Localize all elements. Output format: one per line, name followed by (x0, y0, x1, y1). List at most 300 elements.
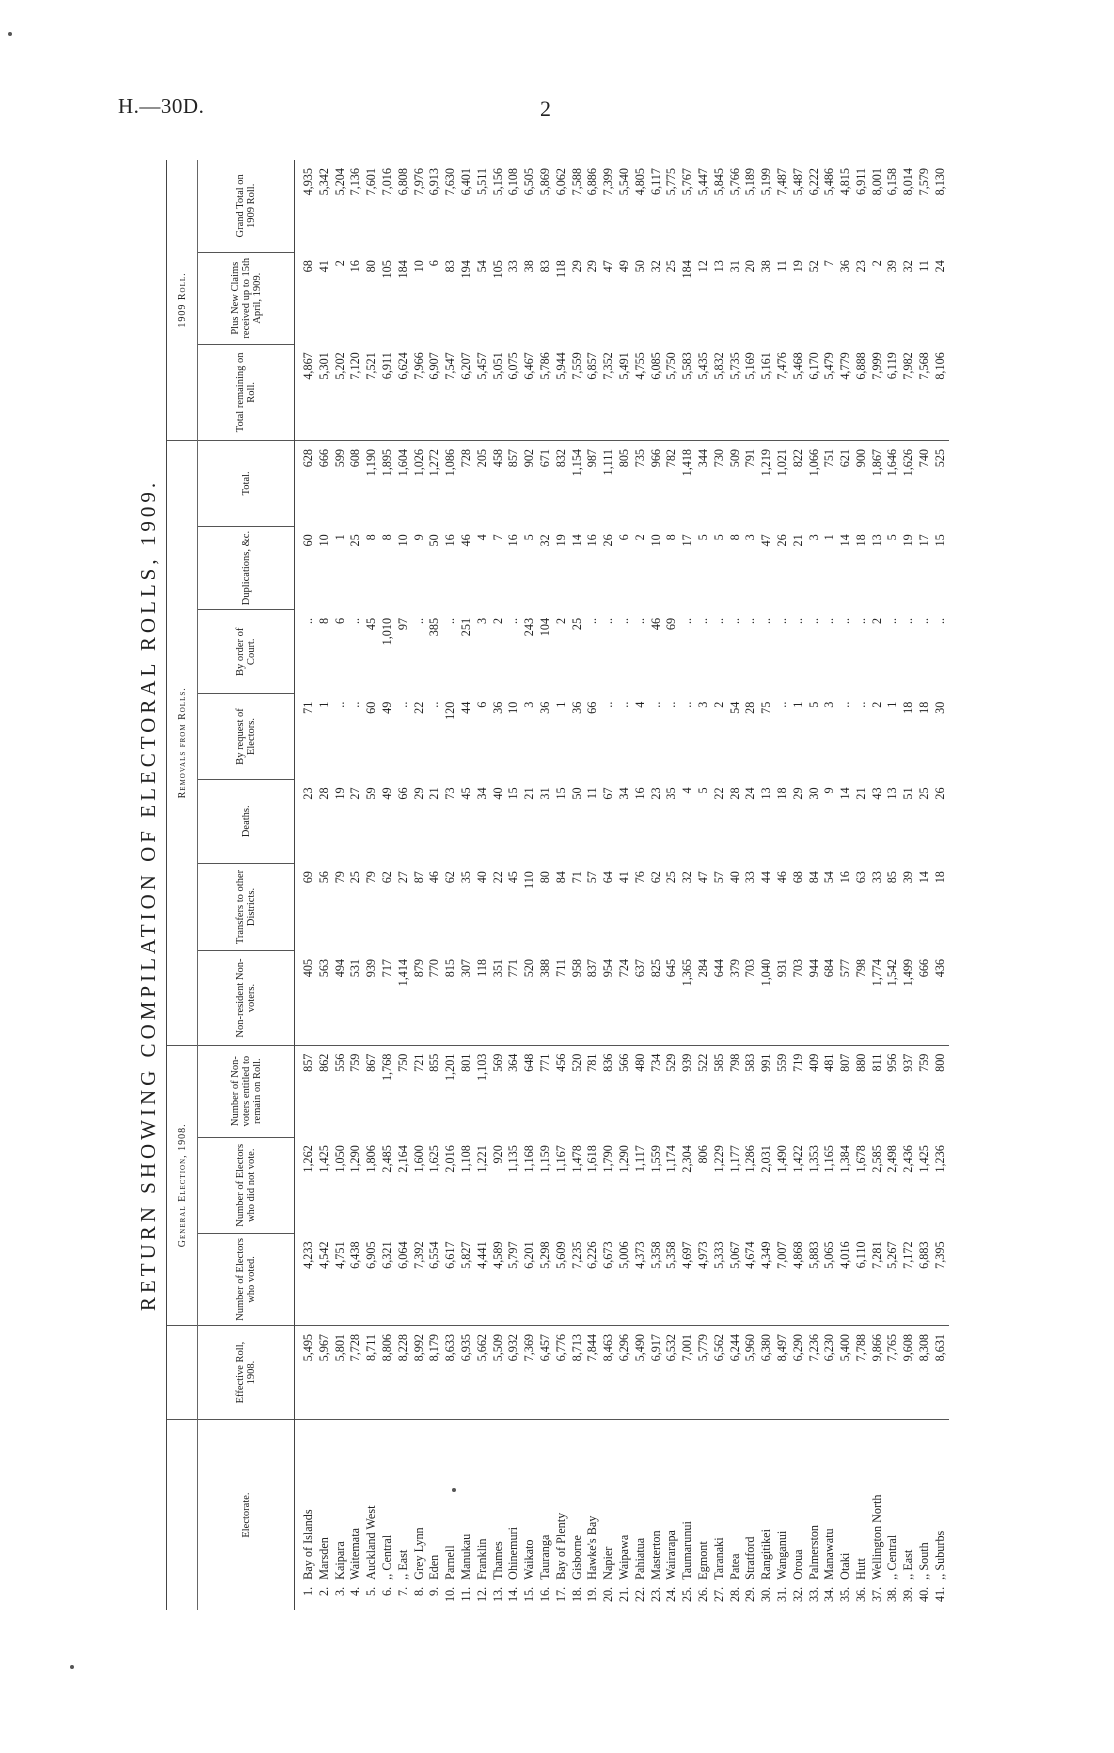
electorate-name: Wellington North (869, 1494, 884, 1580)
cell-effective: 6,562 (712, 1325, 728, 1419)
cell-did-not-vote: 2,031 (759, 1145, 774, 1173)
cell-duplications: 9 (411, 534, 426, 541)
cell-effective: 7,236 (807, 1325, 823, 1419)
table-row (522, 160, 538, 1610)
electorate-name: Palmerston (806, 1524, 821, 1580)
col-electorate: Electorate. (198, 1420, 295, 1610)
cell-new-claims: 20 (743, 260, 758, 273)
cell-request: .. (601, 701, 616, 708)
table-row (885, 160, 901, 1610)
cell-total: 1,190 (364, 448, 379, 477)
cell-new-claims: 83 (443, 260, 458, 273)
cell-grand-total: 5,775 (664, 168, 679, 196)
cell-total: 608 (348, 448, 363, 468)
cell-non-resident: 118 (475, 951, 491, 1045)
cell-voted: 7,235 (570, 1233, 586, 1325)
col-request: By request of Electors. (198, 694, 295, 780)
table-row (295, 160, 317, 1610)
cell-grand-total: 6,913 (427, 168, 442, 196)
cell-did-not-vote: 1,625 (427, 1145, 442, 1173)
cell-total: 751 (822, 448, 837, 468)
cell-new-claims: 11 (774, 260, 789, 272)
cell-duplications: 17 (680, 534, 695, 547)
cell-request: .. (838, 701, 853, 708)
cell-did-not-vote: 1,262 (301, 1145, 315, 1173)
cell-non-resident: 703 (791, 951, 807, 1045)
cell-duplications: 16 (443, 534, 458, 547)
cell-entitled: 862 (316, 1053, 331, 1072)
cell-deaths: 28 (316, 787, 331, 800)
table-row (333, 160, 349, 1610)
cell-effective: 8,633 (443, 1325, 459, 1419)
electorate-name: Pahiatua (632, 1537, 647, 1580)
cell-entitled: 583 (743, 1053, 758, 1072)
cell-grand-total: 5,156 (490, 168, 505, 196)
page-number: 2 (540, 96, 551, 121)
cell-did-not-vote: 2,436 (901, 1145, 916, 1173)
cell-new-claims: 80 (364, 260, 379, 273)
cell-grand-total: 5,767 (680, 168, 695, 196)
cell-did-not-vote: 1,135 (506, 1145, 521, 1173)
cell-effective: 6,932 (506, 1325, 522, 1419)
cell-duplications: 10 (648, 534, 663, 547)
cell-remaining: 5,479 (822, 344, 838, 440)
row-number: 15. (522, 1586, 537, 1603)
cell-entitled: 456 (553, 1053, 568, 1072)
cell-duplications: 50 (427, 534, 442, 547)
cell-remaining: 6,085 (649, 344, 665, 440)
cell-entitled: 734 (648, 1053, 663, 1072)
cell-new-claims: 83 (537, 260, 552, 273)
cell-transfers: 62 (648, 871, 663, 884)
cell-non-resident: 388 (538, 951, 554, 1045)
cell-request: .. (853, 701, 868, 708)
cell-deaths: 15 (553, 787, 568, 800)
cell-court: .. (885, 617, 900, 625)
cell-did-not-vote: 1,174 (664, 1145, 679, 1173)
cell-court: .. (932, 617, 947, 625)
cell-deaths: 15 (506, 787, 521, 800)
cell-grand-total: 7,588 (569, 168, 584, 196)
cell-court: 2 (490, 617, 505, 625)
cell-transfers: 71 (569, 871, 584, 884)
electorate-name: ,, South (917, 1542, 932, 1580)
cell-effective: 6,935 (459, 1325, 475, 1419)
cell-new-claims: 54 (474, 260, 489, 273)
cell-non-resident: 645 (664, 951, 680, 1045)
cell-non-resident: 1,774 (870, 951, 886, 1045)
cell-voted: 4,016 (838, 1233, 854, 1325)
cell-deaths: 4 (680, 787, 695, 794)
cell-grand-total: 5,845 (711, 168, 726, 196)
cell-request: 3 (822, 701, 837, 708)
cell-court: 97 (395, 617, 410, 631)
cell-grand-total: 6,886 (585, 168, 600, 196)
row-number: 36. (853, 1586, 868, 1603)
cell-transfers: 79 (364, 871, 379, 884)
cell-entitled: 867 (364, 1053, 379, 1072)
cell-voted: 6,321 (380, 1233, 396, 1325)
col-total: Total. (198, 440, 295, 526)
col-remaining: Total remaining on Roll. (198, 344, 295, 440)
cell-voted: 7,007 (775, 1233, 791, 1325)
cell-court: .. (727, 617, 742, 625)
cell-new-claims: 19 (790, 260, 805, 273)
cell-entitled: 956 (885, 1053, 900, 1072)
cell-grand-total: 8,014 (901, 168, 916, 196)
electorate-name: Wanganui (774, 1530, 789, 1580)
cell-duplications: 14 (569, 534, 584, 547)
table-row (364, 160, 380, 1610)
cell-court: .. (585, 617, 600, 625)
cell-did-not-vote: 1,384 (838, 1145, 853, 1173)
cell-transfers: 87 (411, 871, 426, 884)
cell-new-claims: 7 (822, 260, 837, 267)
cell-grand-total: 5,189 (743, 168, 758, 196)
cell-voted: 5,006 (617, 1233, 633, 1325)
cell-did-not-vote: 1,229 (711, 1145, 726, 1173)
cell-non-resident: 954 (601, 951, 617, 1045)
row-number: 41. (932, 1586, 947, 1603)
cell-did-not-vote: 920 (490, 1145, 505, 1164)
table-row (933, 160, 949, 1610)
cell-total: 791 (743, 448, 758, 468)
cell-total: 966 (648, 448, 663, 468)
scan-speck (70, 1665, 74, 1669)
cell-did-not-vote: 1,422 (790, 1145, 805, 1173)
cell-non-resident: 436 (933, 951, 949, 1045)
cell-effective: 8,711 (364, 1325, 380, 1419)
cell-court: .. (806, 617, 821, 625)
cell-transfers: 54 (822, 871, 837, 884)
cell-transfers: 68 (790, 871, 805, 884)
cell-grand-total: 8,130 (932, 168, 947, 196)
cell-entitled: 648 (522, 1053, 537, 1072)
cell-court: .. (790, 617, 805, 625)
cell-total: 1,604 (395, 448, 410, 477)
cell-voted: 6,554 (427, 1233, 443, 1325)
cell-total: 1,021 (774, 448, 789, 477)
col-entitled: Number of Non-voters entitled to remain on Roll. (198, 1045, 295, 1137)
table-row (870, 160, 886, 1610)
cell-effective: 9,866 (870, 1325, 886, 1419)
cell-grand-total: 5,199 (759, 168, 774, 196)
cell-entitled: 1,201 (443, 1053, 458, 1082)
electorate-name: Rangitikei (759, 1529, 774, 1580)
cell-grand-total: 5,869 (537, 168, 552, 196)
cell-voted: 6,673 (601, 1233, 617, 1325)
row-number: 27. (711, 1586, 726, 1603)
cell-voted: 6,226 (585, 1233, 601, 1325)
cell-request: 54 (727, 701, 742, 714)
rotated-table-block (130, 160, 960, 1610)
cell-request: 6 (474, 701, 489, 708)
row-number: 29. (743, 1586, 758, 1603)
row-number: 11. (458, 1586, 473, 1602)
cell-remaining: 5,169 (743, 344, 759, 440)
cell-grand-total: 6,808 (395, 168, 410, 196)
cell-new-claims: 25 (664, 260, 679, 273)
cell-effective: 9,608 (901, 1325, 917, 1419)
electorate-name: Taranaki (711, 1537, 726, 1580)
electorate-name: Oroua (790, 1549, 805, 1580)
cell-non-resident: 825 (649, 951, 665, 1045)
row-number: 34. (822, 1586, 837, 1603)
electorate-name: ,, Suburbs (932, 1530, 947, 1580)
cell-entitled: 807 (838, 1053, 853, 1072)
cell-duplications: 10 (316, 534, 331, 547)
cell-transfers: 40 (474, 871, 489, 884)
cell-duplications: 5 (695, 534, 710, 541)
electorate-name: Bay of Plenty (553, 1512, 568, 1580)
cell-new-claims: 52 (806, 260, 821, 273)
cell-did-not-vote: 1,159 (537, 1145, 552, 1173)
cell-entitled: 855 (427, 1053, 442, 1072)
cell-entitled: 800 (932, 1053, 947, 1072)
cell-request: 36 (569, 701, 584, 714)
cell-remaining: 7,568 (917, 344, 933, 440)
cell-deaths: 28 (727, 787, 742, 800)
cell-duplications: 13 (869, 534, 884, 547)
cell-deaths: 49 (379, 787, 394, 800)
cell-did-not-vote: 1,108 (458, 1145, 473, 1173)
table-body (295, 160, 949, 1610)
cell-court: .. (443, 617, 458, 625)
cell-request: 120 (443, 701, 458, 720)
cell-effective: 6,457 (538, 1325, 554, 1419)
cell-duplications: 5 (711, 534, 726, 541)
cell-duplications: 4 (474, 534, 489, 541)
cell-entitled: 566 (616, 1053, 631, 1072)
cell-non-resident: 771 (506, 951, 522, 1045)
cell-request: 66 (585, 701, 600, 714)
cell-remaining: 5,301 (317, 344, 333, 440)
row-number: 40. (917, 1586, 932, 1603)
cell-transfers: 62 (443, 871, 458, 884)
cell-non-resident: 717 (380, 951, 396, 1045)
cell-request: 36 (490, 701, 505, 714)
cell-remaining: 5,491 (617, 344, 633, 440)
cell-voted: 5,067 (728, 1233, 744, 1325)
cell-grand-total: 5,766 (727, 168, 742, 196)
cell-non-resident: 1,040 (759, 951, 775, 1045)
cell-remaining: 5,051 (491, 344, 507, 440)
cell-new-claims: 118 (553, 260, 568, 279)
cell-did-not-vote: 2,164 (395, 1145, 410, 1173)
table-row (554, 160, 570, 1610)
cell-voted: 5,298 (538, 1233, 554, 1325)
cell-duplications: 8 (379, 534, 394, 541)
cell-did-not-vote: 1,236 (932, 1145, 947, 1173)
electorate-name: Masterton (648, 1530, 663, 1580)
cell-request: 2 (869, 701, 884, 708)
cell-non-resident: 798 (854, 951, 870, 1045)
cell-new-claims: 2 (869, 260, 884, 267)
cell-duplications: 16 (506, 534, 521, 547)
cell-transfers: 85 (885, 871, 900, 884)
cell-remaining: 6,907 (427, 344, 443, 440)
cell-deaths: 24 (743, 787, 758, 800)
cell-remaining: 5,161 (759, 344, 775, 440)
cell-request: 22 (411, 701, 426, 714)
cell-request: 3 (522, 701, 537, 708)
cell-did-not-vote: 1,490 (774, 1145, 789, 1173)
cell-transfers: 27 (395, 871, 410, 884)
cell-total: 740 (917, 448, 932, 468)
cell-transfers: 80 (537, 871, 552, 884)
cell-remaining: 6,119 (885, 344, 901, 440)
cell-grand-total: 6,062 (553, 168, 568, 196)
cell-voted: 5,358 (664, 1233, 680, 1325)
cell-deaths: 30 (806, 787, 821, 800)
cell-remaining: 6,911 (380, 344, 396, 440)
cell-court: 45 (364, 617, 379, 631)
cell-court: .. (695, 617, 710, 625)
cell-entitled: 522 (695, 1053, 710, 1072)
cell-effective: 8,308 (917, 1325, 933, 1419)
cell-did-not-vote: 806 (695, 1145, 710, 1164)
cell-court: 46 (648, 617, 663, 631)
cell-did-not-vote: 1,678 (853, 1145, 868, 1173)
table-row (775, 160, 791, 1610)
cell-total: 205 (474, 448, 489, 468)
cell-entitled: 781 (585, 1053, 600, 1072)
electorate-name: Parnell (443, 1545, 458, 1580)
cell-remaining: 5,735 (728, 344, 744, 440)
cell-grand-total: 7,601 (364, 168, 379, 196)
electorate-name: Thames (490, 1541, 505, 1580)
cell-grand-total: 4,815 (838, 168, 853, 196)
table-row (664, 160, 680, 1610)
table-row (380, 160, 396, 1610)
cell-entitled: 937 (901, 1053, 916, 1072)
cell-duplications: 17 (917, 534, 932, 547)
cell-total: 1,418 (680, 448, 695, 477)
cell-court: 2 (869, 617, 884, 625)
cell-court: .. (901, 617, 916, 625)
cell-transfers: 84 (553, 871, 568, 884)
cell-court: .. (711, 617, 726, 625)
electorate-name: ,, Central (885, 1534, 900, 1580)
cell-duplications: 16 (585, 534, 600, 547)
cell-deaths: 19 (332, 787, 347, 800)
cell-voted: 4,674 (743, 1233, 759, 1325)
cell-non-resident: 563 (317, 951, 333, 1045)
cell-effective: 8,463 (601, 1325, 617, 1419)
cell-voted: 6,438 (348, 1233, 364, 1325)
page-code: H.—30D. (118, 94, 205, 118)
cell-remaining: 5,786 (538, 344, 554, 440)
row-number: 35. (838, 1586, 853, 1603)
cell-request: 10 (506, 701, 521, 714)
cell-transfers: 76 (632, 871, 647, 884)
cell-new-claims: 6 (427, 260, 442, 267)
cell-deaths: 13 (885, 787, 900, 800)
cell-voted: 7,392 (412, 1233, 428, 1325)
cell-duplications: 2 (632, 534, 647, 541)
cell-voted: 6,201 (522, 1233, 538, 1325)
cell-request: 44 (458, 701, 473, 714)
cell-transfers: 110 (522, 871, 537, 889)
cell-transfers: 25 (348, 871, 363, 884)
cell-request: 18 (917, 701, 932, 714)
electorate-name: Bay of Islands (301, 1509, 315, 1580)
cell-entitled: 798 (727, 1053, 742, 1072)
table-row (791, 160, 807, 1610)
cell-non-resident: 284 (696, 951, 712, 1045)
cell-effective: 8,806 (380, 1325, 396, 1419)
cell-deaths: 16 (632, 787, 647, 800)
col-transfers: Transfers to other Districts. (198, 863, 295, 951)
cell-total: 1,066 (806, 448, 821, 477)
table-row (506, 160, 522, 1610)
cell-court: .. (743, 617, 758, 625)
cell-total: 730 (711, 448, 726, 468)
cell-effective: 8,631 (933, 1325, 949, 1419)
cell-effective: 6,290 (791, 1325, 807, 1419)
cell-total: 1,646 (885, 448, 900, 477)
cell-new-claims: 11 (917, 260, 932, 272)
cell-voted: 4,441 (475, 1233, 491, 1325)
cell-new-claims: 38 (759, 260, 774, 273)
cell-remaining: 5,457 (475, 344, 491, 440)
electorate-name: Egmont (695, 1541, 710, 1580)
cell-effective: 5,495 (295, 1325, 317, 1419)
cell-voted: 4,751 (333, 1233, 349, 1325)
table-row (317, 160, 333, 1610)
cell-non-resident: 1,365 (680, 951, 696, 1045)
cell-voted: 5,065 (822, 1233, 838, 1325)
cell-transfers: 57 (711, 871, 726, 884)
cell-deaths: 35 (664, 787, 679, 800)
cell-deaths: 13 (759, 787, 774, 800)
cell-deaths: 43 (869, 787, 884, 800)
cell-total: 1,219 (759, 448, 774, 477)
cell-did-not-vote: 1,168 (522, 1145, 537, 1173)
table-row (491, 160, 507, 1610)
row-number: 33. (806, 1586, 821, 1603)
cell-duplications: 1 (332, 534, 347, 541)
cell-duplications: 5 (522, 534, 537, 541)
row-number: 6. (379, 1586, 394, 1596)
electorate-name: Otaki (838, 1552, 853, 1580)
cell-new-claims: 36 (838, 260, 853, 273)
cell-grand-total: 5,447 (695, 168, 710, 196)
cell-voted: 5,333 (712, 1233, 728, 1325)
page-title: RETURN SHOWING COMPILATION OF ELECTORAL ROLLS, 1909. (136, 478, 160, 1312)
cell-deaths: 66 (395, 787, 410, 800)
cell-grand-total: 6,158 (885, 168, 900, 196)
cell-duplications: 21 (790, 534, 805, 547)
cell-did-not-vote: 1,425 (316, 1145, 331, 1173)
cell-grand-total: 5,204 (332, 168, 347, 196)
cell-effective: 7,844 (585, 1325, 601, 1419)
cell-entitled: 481 (822, 1053, 837, 1072)
cell-court: .. (680, 617, 695, 625)
row-number: 24. (664, 1586, 679, 1603)
row-number: 13. (490, 1586, 505, 1603)
cell-duplications: 15 (932, 534, 947, 547)
cell-remaining: 7,476 (775, 344, 791, 440)
cell-new-claims: 24 (932, 260, 947, 273)
table-row (633, 160, 649, 1610)
col-effective: Effective Roll, 1908. (198, 1325, 295, 1419)
cell-deaths: 34 (616, 787, 631, 800)
cell-effective: 8,228 (396, 1325, 412, 1419)
row-number: 17. (553, 1586, 568, 1603)
cell-request: 5 (806, 701, 821, 708)
cell-remaining: 4,755 (633, 344, 649, 440)
